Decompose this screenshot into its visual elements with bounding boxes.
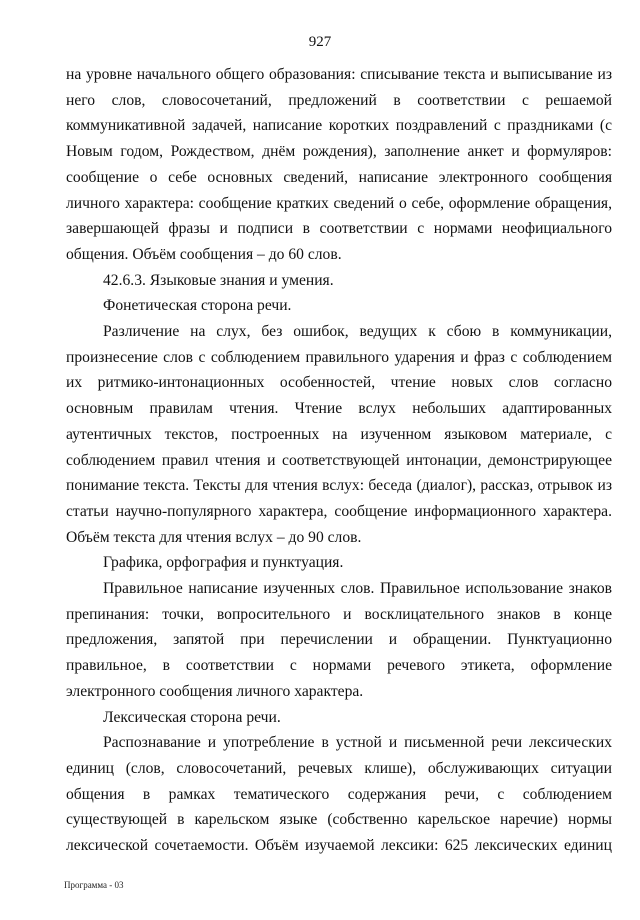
paragraph-lexicon: Распознавание и употребление в устной и письменной речи лексических единиц (слов, словосочетаний, речевых клише), обслуживающих ситуации общения в рамках тематического содержания речи, с соблюдением существующей в карельском языке (собственно карельское наречие) нормы лексической сочетаемости. Объём изучаемой лексики: 625 лексических единиц [66,734,612,855]
document-body [66,62,612,859]
section-heading-language-knowledge: 42.6.3. Языковые знания и умения. [103,271,334,289]
subheading-phonetics: Фонетическая сторона речи. [103,297,292,315]
paragraph-phonetics: Различение на слух, без ошибок, ведущих к сбою в коммуникации, произнесение слов с соблюдением правильного ударения и фраз с соблюдением их ритмико-интонационных особенностей, чтение новых слов согласно основным правилам чтения. Чтение вслух небольших адаптированных аутентичных текстов, построенных на изученном языковом материале, с соблюдением правил чтения и соответствующей интонации, демонстрирующее понимание текста. Тексты для чтения вслух: беседа (диалог), рассказ, отрывок из статьи научно-популярного характера, сообщение информационного характера. Объём текста для чтения вслух – до 90 слов. [66,323,612,546]
footer-program-label: Программа - 03 [64,880,124,890]
paragraph-graphics-orthography: Правильное написание изученных слов. Правильное использование знаков препинания: точки, вопросительного и восклицательного знаков в конце предложения, запятой при перечислении и обращении. Пунктуационно правильное, в соответствии с нормами речевого этикета, оформление электронного сообщения личного характера. [66,580,612,700]
paragraph-writing-continuation: на уровне начального общего образования: списывание текста и выписывание из него слов, словосочетаний, предложений в соответствии с решаемой коммуникативной задачей, написание коротких поздравлений с праздниками (с Новым годом, Рождеством, днём рождения), заполнение анкет и формуляров: сообщение о себе основных сведений, написание электронного сообщения личного характера: сообщение кратких сведений о себе, оформление обращения, завершающей фразы и подписи в соответствии с нормами неофициального общения. Объём сообщения – до 60 слов. [66,66,612,263]
page-number: 927 [308,34,332,50]
subheading-lexicon: Лексическая сторона речи. [103,708,281,726]
subheading-graphics-orthography: Графика, орфография и пунктуация. [103,554,344,572]
